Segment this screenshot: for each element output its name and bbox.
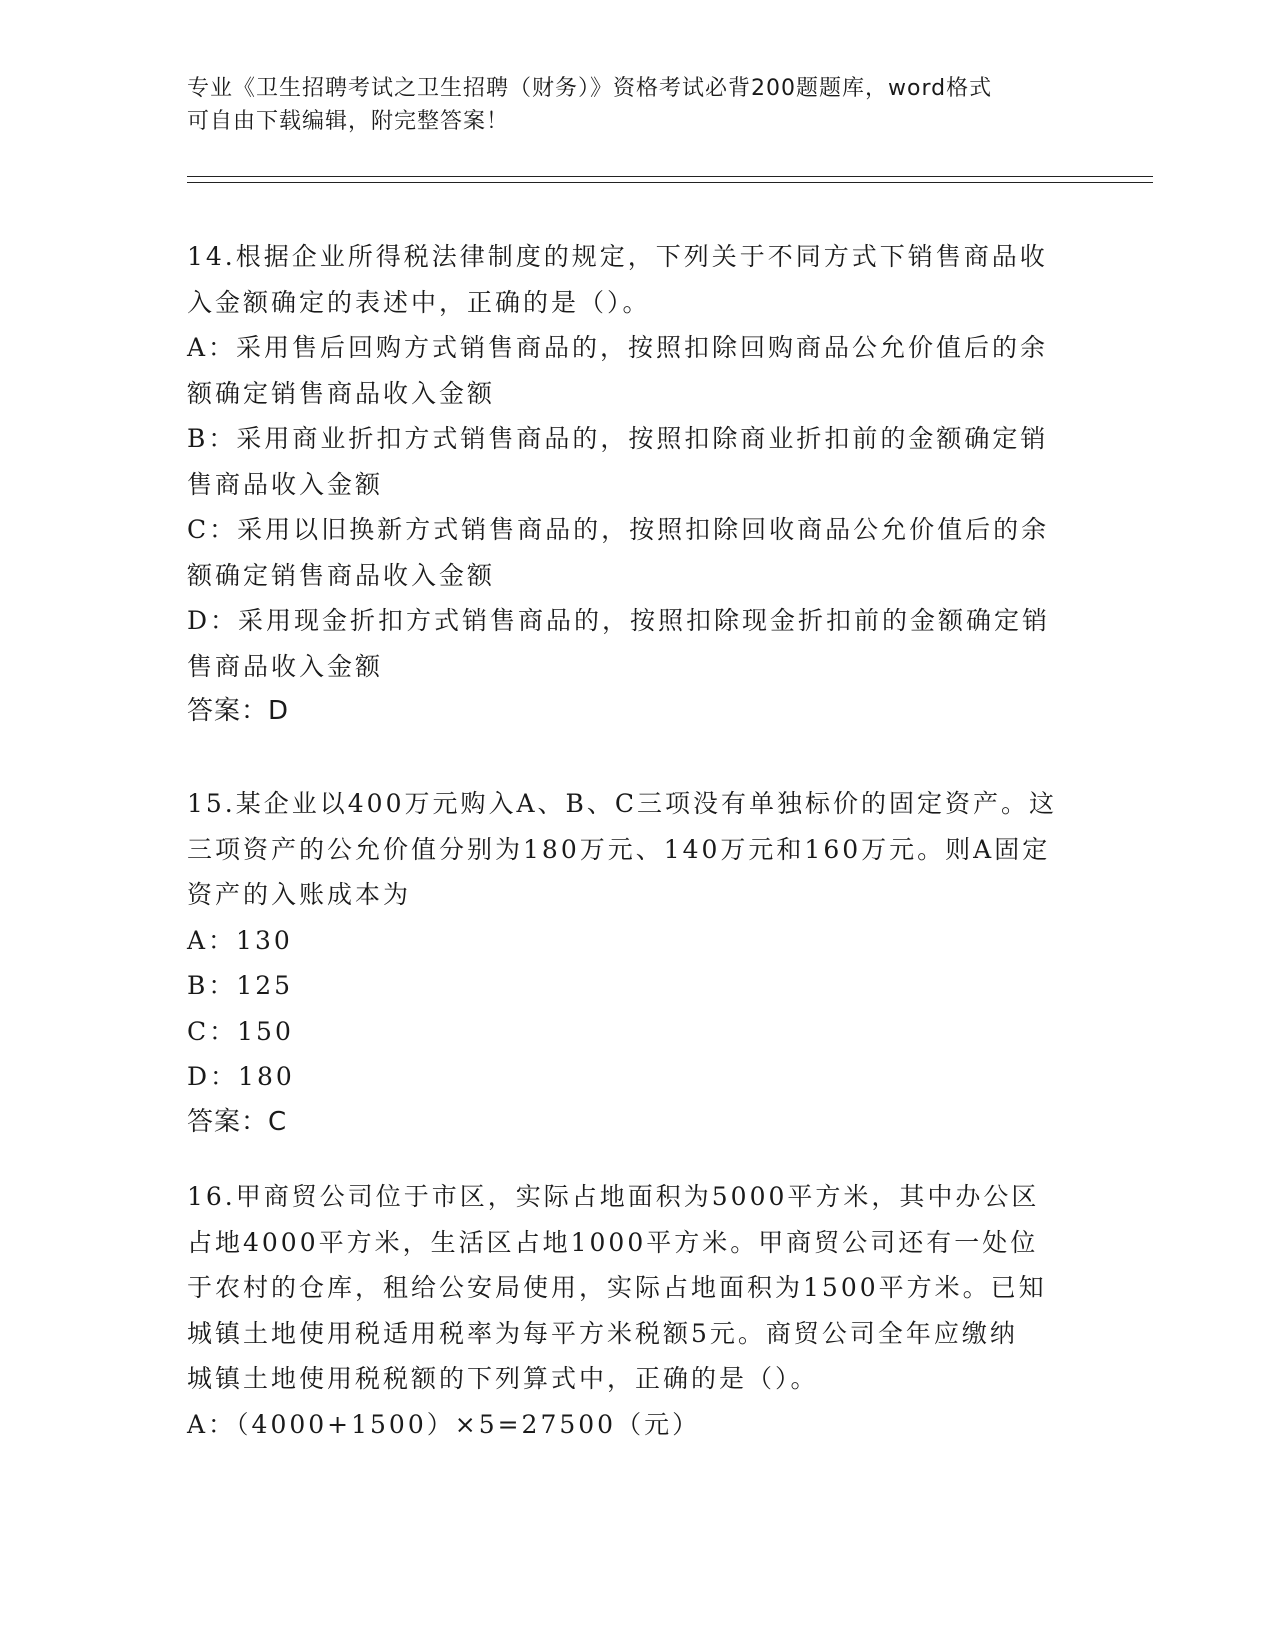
header-divider-bottom bbox=[187, 182, 1153, 183]
option-b-line: B：采用商业折扣方式销售商品的，按照扣除商业折扣前的金额确定销 bbox=[187, 424, 1049, 453]
option-a-line: A：采用售后回购方式销售商品的，按照扣除回购商品公允价值后的余 bbox=[187, 333, 1049, 362]
question-14 bbox=[187, 234, 1087, 735]
question-stem-line: 14.根据企业所得税法律制度的规定，下列关于不同方式下销售商品收 bbox=[187, 242, 1048, 271]
option-d-line: D：180 bbox=[187, 1062, 295, 1091]
option-a-line: 额确定销售商品收入金额 bbox=[187, 378, 496, 408]
question-stem-line: 16.甲商贸公司位于市区，实际占地面积为5000平方米，其中办公区 bbox=[187, 1182, 1040, 1211]
question-16 bbox=[187, 1174, 1087, 1447]
header-line-1: 专业《卫生招聘考试之卫生招聘（财务）》资格考试必背200题题库，word格式 bbox=[187, 76, 993, 101]
option-d-line: D：采用现金折扣方式销售商品的，按照扣除现金折扣前的金额确定销 bbox=[187, 606, 1051, 635]
option-c-line: C：采用以旧换新方式销售商品的，按照扣除回收商品公允价值后的余 bbox=[187, 515, 1050, 544]
answer-label: 答案：C bbox=[187, 1106, 288, 1137]
question-stem-line: 入金额确定的表述中，正确的是（）。 bbox=[187, 287, 651, 317]
option-d-line: 售商品收入金额 bbox=[187, 651, 384, 681]
question-stem-line: 城镇土地使用税税额的下列算式中，正确的是（）。 bbox=[187, 1364, 819, 1393]
option-c-line: 额确定销售商品收入金额 bbox=[187, 560, 496, 590]
question-stem-line: 占地4000平方米，生活区占地1000平方米。甲商贸公司还有一处位 bbox=[187, 1227, 1039, 1257]
question-stem-line: 于农村的仓库，租给公安局使用，实际占地面积为1500平方米。已知 bbox=[187, 1273, 1047, 1302]
question-stem-line: 三项资产的公允价值分别为180万元、140万元和160万元。则A固定 bbox=[187, 834, 1051, 864]
option-b-line: 售商品收入金额 bbox=[187, 469, 384, 499]
option-c-line: C：150 bbox=[187, 1016, 294, 1046]
header-divider-top bbox=[187, 176, 1153, 177]
option-b-line: B：125 bbox=[187, 971, 294, 1000]
option-a-line: A：130 bbox=[187, 925, 293, 955]
question-stem-line: 资产的入账成本为 bbox=[187, 880, 412, 909]
document-header bbox=[187, 72, 1067, 138]
question-stem-line: 城镇土地使用税适用税率为每平方米税额5元。商贸公司全年应缴纳 bbox=[187, 1318, 1018, 1348]
question-15 bbox=[187, 781, 1087, 1145]
question-stem-line: 15.某企业以400万元购入A、B、C三项没有单独标价的固定资产。这 bbox=[187, 789, 1058, 818]
header-line-2: 可自由下载编辑，附完整答案！ bbox=[187, 109, 510, 134]
answer-label: 答案：D bbox=[187, 696, 290, 726]
option-a-line: A：（4000+1500）×5=27500（元） bbox=[187, 1409, 701, 1439]
